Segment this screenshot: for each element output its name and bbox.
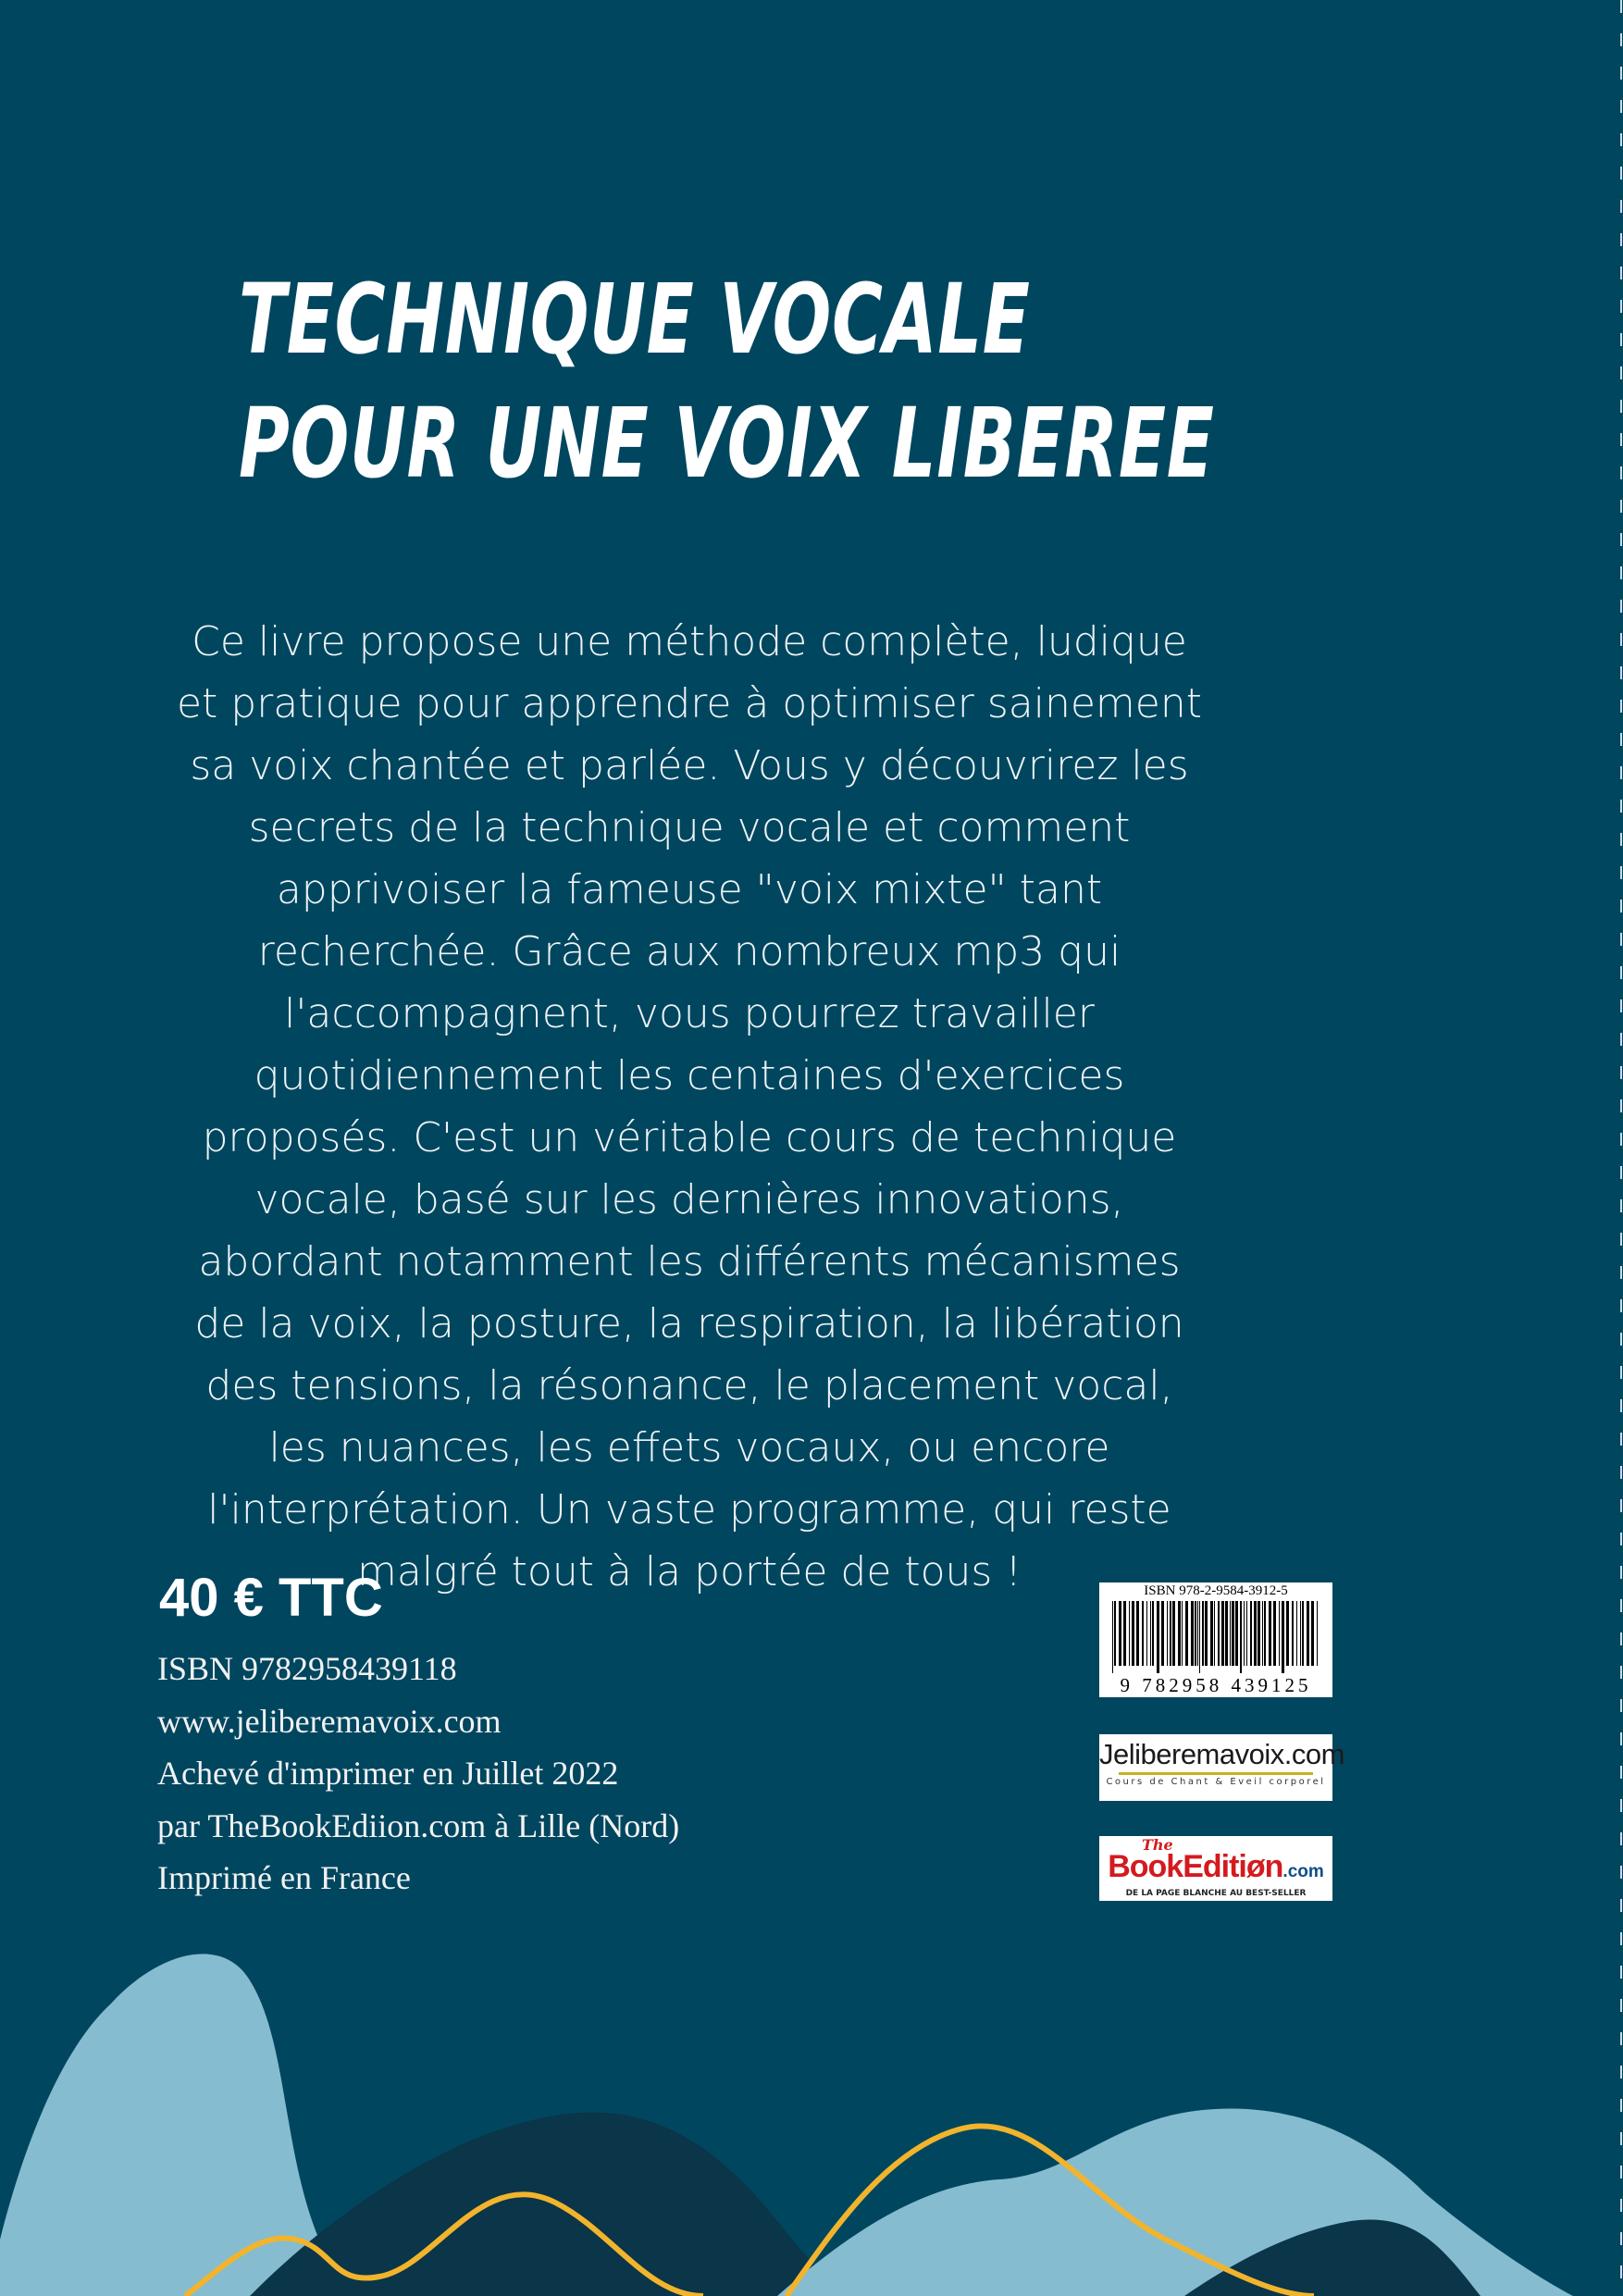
barcode-bar xyxy=(1178,1601,1181,1666)
thebookedition-logo xyxy=(1099,1836,1332,1901)
imprint-printer: par TheBookEdiion.com à Lille (Nord) xyxy=(157,1806,680,1844)
barcode-bar xyxy=(1296,1601,1297,1666)
barcode-bar xyxy=(1221,1601,1224,1666)
barcode-bar xyxy=(1112,1601,1113,1673)
barcode-bar xyxy=(1218,1601,1220,1666)
barcode-bar xyxy=(1264,1601,1266,1666)
thebookedition-logo-brand: BookEditiøn xyxy=(1108,1849,1283,1884)
jeliberemavoix-logo xyxy=(1099,1734,1344,1801)
barcode-bar xyxy=(1191,1601,1194,1666)
barcode-bar xyxy=(1244,1601,1245,1666)
barcode-bar xyxy=(1182,1601,1183,1666)
barcode-bar xyxy=(1258,1601,1260,1666)
barcode-bar xyxy=(1317,1601,1318,1666)
barcode-bar xyxy=(1119,1601,1121,1666)
thebookedition-logo-name xyxy=(1099,1849,1332,1885)
barcode-bar xyxy=(1114,1601,1116,1666)
barcode-bar xyxy=(1150,1601,1151,1666)
barcode-bar xyxy=(1286,1601,1289,1666)
barcode-bar xyxy=(1307,1601,1309,1666)
book-title-line-2: POUR UNE VOIX LIBEREE xyxy=(239,387,1215,500)
book-title xyxy=(239,257,1215,505)
barcode-bar xyxy=(1172,1601,1175,1666)
barcode-bar xyxy=(1205,1601,1208,1666)
barcode-bar xyxy=(1157,1601,1159,1673)
barcode-bar xyxy=(1210,1601,1213,1666)
barcode-bar xyxy=(1235,1601,1238,1666)
barcode-bar xyxy=(1167,1601,1168,1666)
barcode-bar xyxy=(1202,1601,1204,1666)
barcode-bar xyxy=(1230,1601,1231,1666)
barcode-digits: 9 782958 439125 xyxy=(1120,1674,1312,1696)
barcode-bar xyxy=(1250,1601,1252,1666)
book-title-line-1: TECHNIQUE VOCALE xyxy=(239,263,1031,376)
barcode-bar xyxy=(1300,1601,1301,1666)
barcode-bar xyxy=(1199,1601,1200,1673)
barcode-bar xyxy=(1195,1601,1196,1666)
thebookedition-logo-suffix: .com xyxy=(1282,1862,1324,1881)
barcode-bar xyxy=(1161,1601,1164,1666)
barcode-bar xyxy=(1136,1601,1139,1666)
price: 40 € TTC xyxy=(159,1568,383,1628)
imprint-block xyxy=(157,1643,679,1905)
book-description: Ce livre propose une méthode complète, ludique et pratique pour apprendre à optimiser sainement sa voix chantée et parlée. Vous y découvrirez les secrets de la technique vocale et comment apprivoiser la fameuse "voix mixte" tant recherchée. Grâce aux nombreux mp3 qui l'accompagnent, vous pourrez travailler quotidiennement les centaines d'exercices proposés. C'est un véritable cours de technique vocale, basé sur les dernières innovations, abordant notamment les différents mécanismes de la voix, la posture, la respiration, la libération des tensions, la résonance, le placement vocal, les nuances, les effets vocaux, ou encore l'interprétation. Un vaste programme, qui reste malgré tout à la portée de tous ! xyxy=(176,618,1203,1595)
barcode-bar xyxy=(1240,1601,1242,1673)
barcode-bar xyxy=(1123,1601,1126,1666)
barcode-bar xyxy=(1246,1601,1247,1666)
barcode-isbn-label: ISBN 978-2-9584-3912-5 xyxy=(1144,1583,1288,1598)
barcode-bar xyxy=(1232,1601,1234,1666)
isbn-barcode xyxy=(1099,1582,1332,1697)
barcode-bar xyxy=(1262,1601,1263,1666)
barcode-bar xyxy=(1197,1601,1198,1666)
barcode-bars xyxy=(1112,1601,1319,1673)
barcode-bar xyxy=(1214,1601,1215,1666)
barcode-bar xyxy=(1225,1601,1228,1666)
thebookedition-logo-prefix: The xyxy=(1142,1836,1173,1854)
imprint-country: Imprimé en France xyxy=(157,1859,411,1896)
right-edge-dashes xyxy=(1619,0,1623,2296)
imprint-print-date: Achevé d'imprimer en Juillet 2022 xyxy=(157,1755,619,1792)
decorative-waves xyxy=(0,1925,1623,2296)
barcode-bar xyxy=(1146,1601,1147,1666)
barcode-bar xyxy=(1152,1601,1154,1666)
barcode-bar xyxy=(1254,1601,1257,1666)
barcode-bar xyxy=(1129,1601,1130,1666)
barcode-bar xyxy=(1142,1601,1144,1666)
barcode-bar xyxy=(1273,1601,1276,1666)
jeliberemavoix-logo-name: Jeliberemavoix.com xyxy=(1099,1738,1344,1770)
barcode-bar xyxy=(1292,1601,1294,1666)
barcode-bar xyxy=(1311,1601,1314,1666)
barcode-bar xyxy=(1279,1601,1280,1666)
jeliberemavoix-logo-rule xyxy=(1119,1772,1313,1775)
imprint-isbn: ISBN 9782958439118 xyxy=(157,1650,457,1687)
barcode-bar xyxy=(1170,1601,1171,1666)
barcode-bar xyxy=(1282,1601,1284,1673)
barcode-bar xyxy=(1132,1601,1134,1666)
barcode-bar xyxy=(1185,1601,1188,1666)
thebookedition-logo-tagline: DE LA PAGE BLANCHE AU BEST-SELLER xyxy=(1125,1889,1307,1898)
barcode-bar xyxy=(1302,1601,1304,1666)
wave-light-left xyxy=(0,1954,352,2296)
barcode-bar xyxy=(1269,1601,1271,1666)
imprint-website: www.jeliberemavoix.com xyxy=(157,1702,502,1740)
jeliberemavoix-logo-tagline: Cours de Chant & Eveil corporel xyxy=(1106,1777,1326,1787)
